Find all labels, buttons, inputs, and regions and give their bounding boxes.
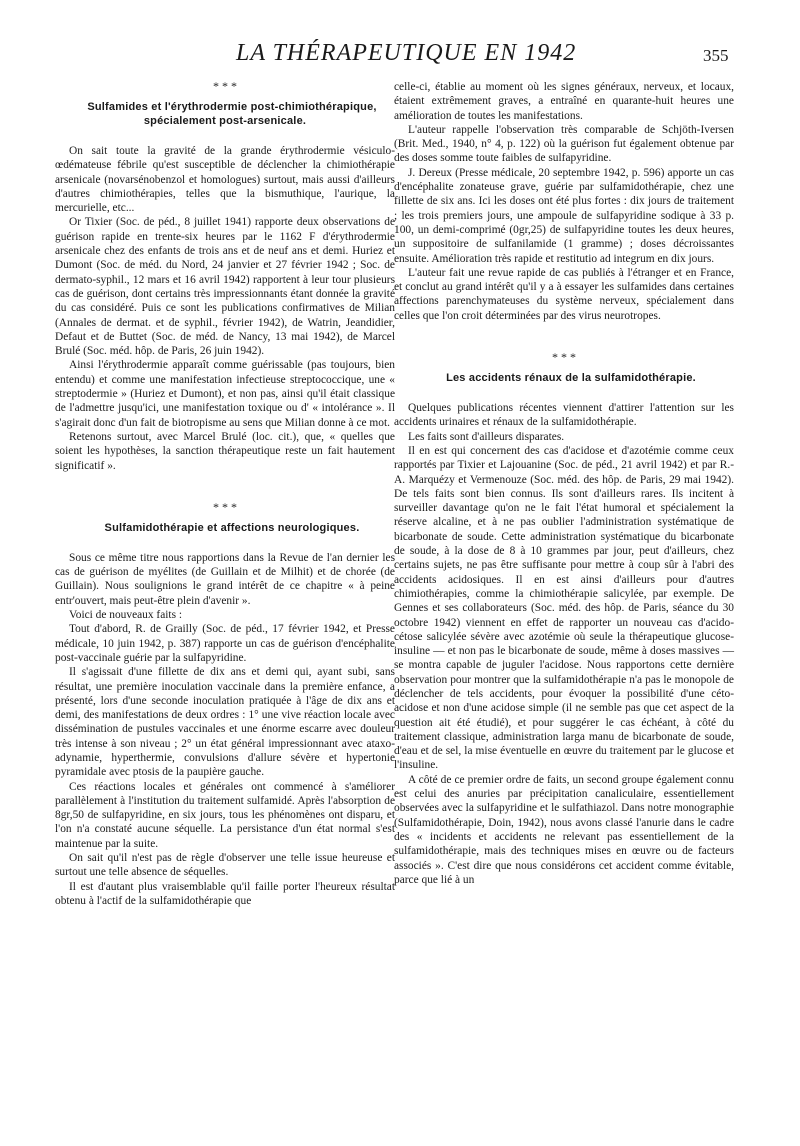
paragraph: J. Dereux (Presse médicale, 20 septembre 1942, p. 596) apporte un cas d'encéphalite zonateuse grave, guérie par sulfamidothérapie, chez une fillette de six ans. Ici les doses ont été plus fortes : dix jours de traitement ; les trois premiers jours, une ampoule de sulfapyridine sodique à 33 p. 100, un demi-comprimé (0gr,25) de sulfapyridine toutes les deux heures, un suppositoire de sulfanilamide (1 gramme) ; doses décroissantes ensuite. Amélioration très rapide et restitutio ad integrum en dix jours.: [394, 166, 734, 265]
running-header: [0, 40, 800, 74]
section-ornament: * * *: [213, 79, 237, 93]
paragraph: A côté de ce premier ordre de faits, un second groupe également connu est celui des anuries par précipitation canaliculaire, essentiellement observées avec la sulfapyridine et le sulfathiazol. Dans notre monographie (Sulfamidothérapie, Doin, 1942), nous avons classé l'anurie dans le cadre des « incidents et accidents ne relevant pas essentiellement de la sulfamidothérapie, mais des techniques mises en œuvre ou de facteurs associés ». C'est dire que nous considérons cet accident comme évitable, parce que lié à un: [394, 773, 734, 886]
paragraph: Retenons surtout, avec Marcel Brulé (loc. cit.), que, « quelles que soient les hypothèses, la sanction thérapeutique reste un fait hautement significatif ».: [55, 430, 395, 472]
section-ornament: * * *: [213, 499, 237, 514]
section-heading-accidents-renaux: Les accidents rénaux de la sulfamidothérapie.: [446, 372, 696, 385]
paragraph: Les faits sont d'ailleurs disparates.: [408, 430, 565, 443]
paragraph: celle-ci, établie au moment où les signes généraux, nerveux, et locaux, étaient extrêmement graves, a entraîné en quarante-huit heures une amélioration de toutes les manifestations.: [394, 81, 734, 122]
section-ornament: * * *: [552, 350, 576, 365]
running-title: LA THÉRAPEUTIQUE EN 1942: [236, 40, 577, 66]
paragraph: Sous ce même titre nous rapportions dans la Revue de l'an dernier les cas de guérison de myélites (de Guillain et de Milhit) et de chorée (de Guillain). Nous soulignions le grand intérêt de ce chapitre « à peine entr'ouvert, mais peut-être plein d'avenir ».: [55, 551, 395, 607]
paragraph: Ces réactions locales et générales ont commencé à s'améliorer parallèlement à l'institution du traitement sulfamidé. Après l'absorption de 8gr,50 de sulfapyridine, en six jours, tous les phénomènes ont disparu, et l'on n'a constaté aucune séquelle. La persistance d'un état normal s'est maintenue par la suite.: [55, 780, 395, 850]
paragraph: Tout d'abord, R. de Grailly (Soc. de péd., 17 février 1942, et Presse médicale, 10 juin 1942, p. 387) rapporte un cas de guérison d'encéphalite post-vaccinale guérie par la sulfapyridine.: [55, 623, 395, 664]
paragraph: Quelques publications récentes viennent d'attirer l'attention sur les accidents urinaires et rénaux de la sulfamidothérapie.: [394, 402, 734, 429]
left-column: [55, 80, 395, 908]
page-number: 355: [703, 46, 729, 65]
paragraph: L'auteur fait une revue rapide de cas publiés à l'étranger et en France, et conclut au grand intérêt qu'il y a à essayer les sulfamides dans certaines affections parenchymateuses du système nerveux, spécialement dans celles que l'on croit déterminées par des virus neurotropes.: [394, 266, 734, 322]
paragraph: Il en est qui concernent des cas d'acidose et d'azotémie comme ceux rapportés par Tixier et Lajouanine (Soc. de péd., 21 avril 1942) et par R.-A. Marquézy et Vermenouze (Soc. méd. des hôp. de Paris, 29 mai 1942). De tels faits sont bien connus. Ils sont d'ailleurs rares. Ils incitent à surveiller davantage qu'on ne le fait l'état humoral et spécialement la réserve alcaline, et à ne pas oublier l'administration systématique de bicarbonate de soude. Cette administration systématique du bicarbonate de soude, à la dose de 8 à 10 grammes par jour, peut d'ailleurs, chez certains sujets, ne pas être suffisante pour mettre à coup sûr à l'abri des accidents acidosiques. Il en est ainsi d'ailleurs pour d'autres chimiothérapies, comme la chimiothérapie salicylée, par exemple. De Gennes et ses collaborateurs (Soc. méd. des hôp. de Paris, séance du 30 octobre 1942) viennent en effet de rapporter un nouveau cas d'acido-cétose salicylée sévère avec azotémie où seule la thérapeutique glucose-insuline — et non pas le bicarbonate de soude, même à doses massives — se montra capable de juguler l'acidose. Nous rapportons cette dernière observation pour montrer que la sulfamidothérapie n'a pas le monopole de déclencher de tels accidents, pour évoquer la possibilité d'une céto-acidose et non d'une acidose simple (il ne semble pas que cet aspect de la question ait été étudié), et pour suggérer le cas échéant, à côté du traitement classique, administration larga manu de bicarbonate de soude, d'eau et de sel, la mise éventuelle en œuvre du traitement par le glucose et l'insuline.: [394, 444, 734, 772]
right-column: [394, 80, 734, 887]
paragraph: On sait toute la gravité de la grande érythrodermie vésiculo-œdémateuse fébrile qu'est susceptible de déclencher la chimiothérapie arsenicale (novarsénobenzol et homologues) surtout, mais aussi d'ailleurs d'autres chimiothérapies, telles que la bismuthique, l'aurique, la mercurielle, etc...: [55, 145, 395, 215]
section-heading-neurologiques: Sulfamidothérapie et affections neurologiques.: [104, 521, 360, 534]
paragraph: Or Tixier (Soc. de péd., 8 juillet 1941) rapporte deux observations de guérison rapide en trente-six heures par le 1162 F d'érythrodermie arsenicale chez des enfants de trois ans et de neuf ans et demi. Huriez et Dumont (Soc. de méd. du Nord, 24 janvier et 27 février 1942 ; Soc. de dermato-syphil., 12 mars et 16 avril 1942) rapportent à leur tour plusieurs cas de guérison, dont certains très impressionnants étant donnée la gravité du cas considéré. Puis ce sont les publications confirmatives de Milian (Annales de dermat. et de syphil., février 1942), de Watrin, Jeandidier, Defaut et de Buttet (Soc. de méd. de Nancy, 13 mai 1942), de Marcel Brulé (Soc. méd. hôp. de Paris, 26 juin 1942).: [55, 216, 395, 358]
section-heading-erythrodermie: Sulfamides et l'érythrodermie post-chimiothérapique, spécialement post-arsenicale.: [87, 101, 377, 127]
paragraph: L'auteur rappelle l'observation très comparable de Schjöth-Iversen (Brit. Med., 1940, n° 4, p. 122) où la guérison fut également obtenue par des doses somme toute faibles de sulfapyridine.: [394, 123, 734, 165]
paragraph: On sait qu'il n'est pas de règle d'observer une telle issue heureuse et surtout une telle absence de séquelles.: [55, 852, 395, 879]
paragraph: Ainsi l'érythrodermie apparaît comme guérissable (pas toujours, bien entendu) et comme une manifestation infectieuse streptococcique, une « streptodermie » (Huriez et Dumont), et non pas, ainsi qu'il était classique de l'admettre jusqu'ici, une manifestation toxique ou d' « intolérance ». Il s'agirait donc d'un fait de biotropisme au sens que Milian donne à ce mot.: [55, 359, 395, 429]
paragraph: Il s'agissait d'une fillette de dix ans et demi qui, ayant subi, sans résultat, une première inoculation vaccinale dans la première enfance, a présenté, lors d'une seconde inoculation pratiquée à l'âge de dix ans et demi, des manifestations de deux ordres : 1° une vive réaction locale avec dissémination de pustules vaccinales et une énorme escarre avec douleur très intense à son niveau ; 2° un état général impressionnant avec ataxo-adynamie, hyperthermie, convulsions d'allure sévère et hypertonie pyramidale avec ptosis de la paupière gauche.: [55, 666, 395, 779]
paragraph: Voici de nouveaux faits :: [69, 609, 183, 622]
paragraph: Il est d'autant plus vraisemblable qu'il faille porter l'heureux résultat obtenu à l'actif de la sulfamidothérapie que: [55, 880, 395, 907]
